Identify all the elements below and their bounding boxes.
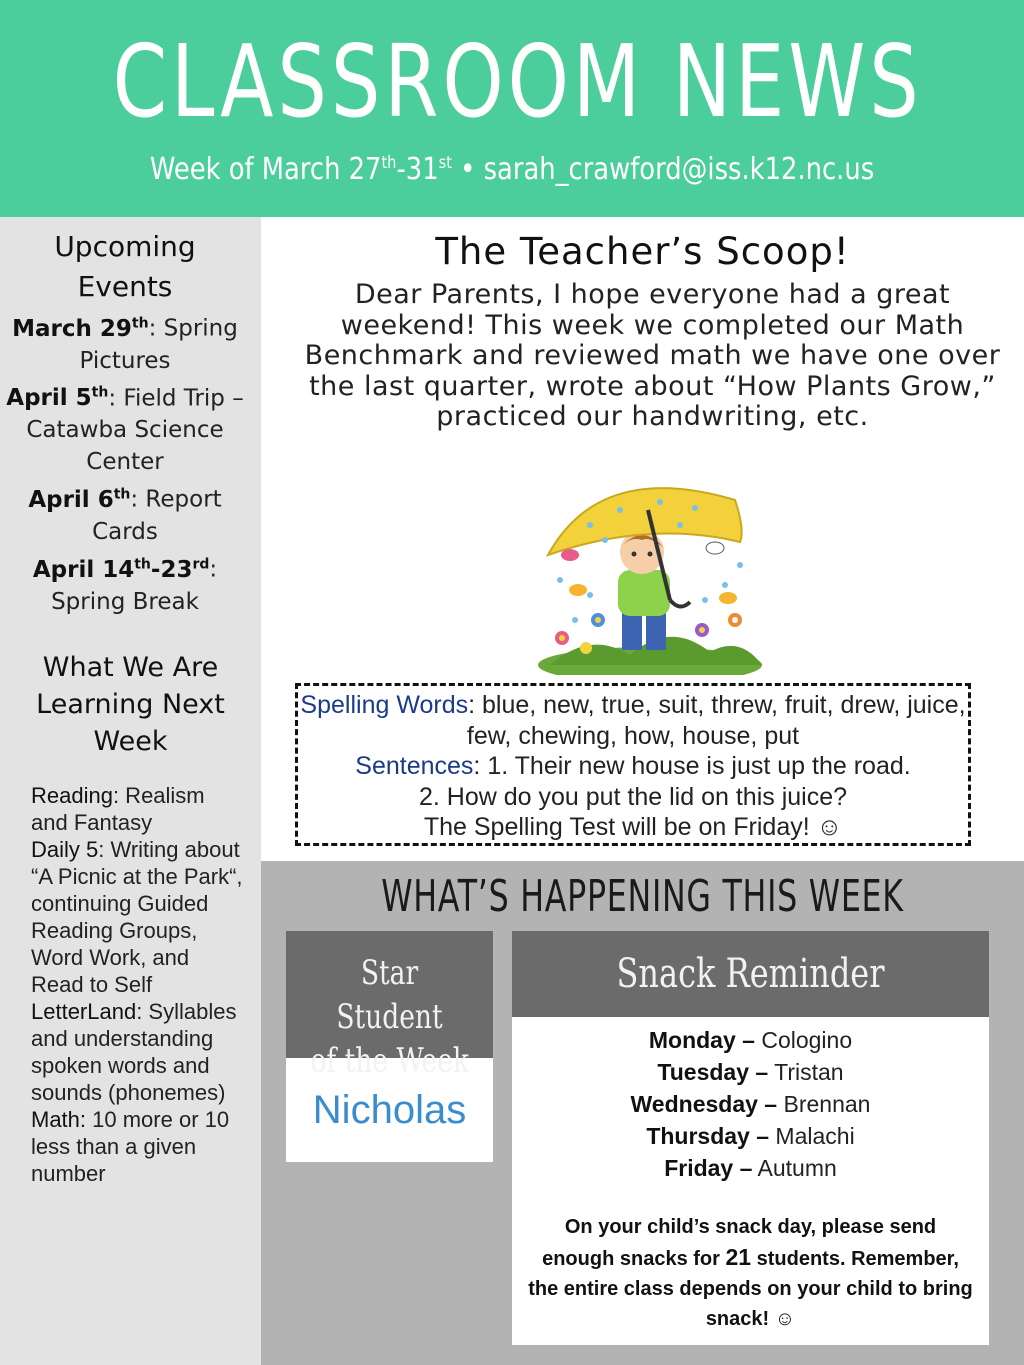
separator-dot: •	[451, 152, 484, 187]
learning-list	[31, 782, 246, 1187]
whats-happening-section	[261, 861, 1024, 1365]
week-label: Week of March 27th-31st	[149, 152, 452, 187]
event-item: April 6th: Report Cards	[28, 486, 222, 545]
umbrella-boy-clipart	[530, 470, 770, 675]
star-student-name: Nicholas	[312, 1088, 467, 1132]
spelling-sentence-2: 2. How do you put the lid on this juice?	[418, 782, 848, 811]
snack-schedule	[512, 1017, 989, 1184]
upcoming-events-heading: Upcoming Events	[54, 230, 196, 303]
snack-day: Tuesday – Tristan	[657, 1059, 844, 1085]
snack-note: On your child’s snack day, please send enough snacks for 21 students. Remember, the entire class depends on your child to bring snack! ☺	[528, 1216, 973, 1330]
star-student-card	[286, 931, 493, 1162]
snack-reminder-card	[512, 931, 989, 1345]
event-item: April 5th: Field Trip – Catawba Science Center	[6, 384, 244, 476]
spelling-words: Spelling Words: blue, new, true, suit, threw, fruit, drew, juice, few, chewing, how, house, put	[300, 691, 966, 750]
teacher-scoop-title: The Teacher’s Scoop!	[435, 230, 850, 273]
learning-item: Math: 10 more or 10 less than a given number	[31, 1107, 230, 1186]
teacher-scoop-body: Dear Parents, I hope everyone had a great weekend! This week we completed our Math Benchmark and reviewed math we have one over the last quarter, wrote about “How Plants Grow,” practiced our handwriting, etc.	[304, 279, 1001, 432]
learning-item: Reading: Realism and Fantasy	[31, 783, 205, 835]
newsletter-title: CLASSROOM NEWS	[112, 23, 923, 140]
upcoming-events	[0, 227, 250, 618]
snack-day: Wednesday – Brennan	[630, 1091, 871, 1117]
learning-heading: What We Are Learning Next Week	[36, 652, 225, 757]
snack-day: Monday – Cologino	[648, 1027, 853, 1053]
learning-item: LetterLand: Syllables and understanding spoken words and sounds (phonemes)	[31, 999, 237, 1105]
snack-reminder-heading: Snack Reminder	[512, 931, 989, 1017]
teacher-email[interactable]: sarah_crawford@iss.k12.nc.us	[483, 152, 875, 187]
newsletter-header	[0, 0, 1024, 217]
spelling-box	[295, 683, 971, 846]
snack-day: Friday – Autumn	[664, 1155, 837, 1181]
event-item: April 14th-23rd: Spring Break	[32, 555, 218, 615]
whats-happening-title: WHAT’S HAPPENING THIS WEEK	[381, 871, 904, 922]
snack-day: Thursday – Malachi	[646, 1123, 855, 1149]
spelling-sentence-1: Sentences: 1. Their new house is just up the road.	[355, 752, 911, 780]
star-student-heading: Star Student of the Week	[286, 931, 493, 1058]
newsletter-subtitle	[72, 152, 953, 187]
event-item: March 29th: Spring Pictures	[12, 315, 238, 374]
learning-item: Daily 5: Writing about “A Picnic at the Park“, continuing Guided Reading Groups, Word Work, and Read to Self	[31, 837, 243, 997]
sidebar	[0, 217, 261, 1365]
spelling-test-note: The Spelling Test will be on Friday! ☺	[423, 813, 843, 841]
